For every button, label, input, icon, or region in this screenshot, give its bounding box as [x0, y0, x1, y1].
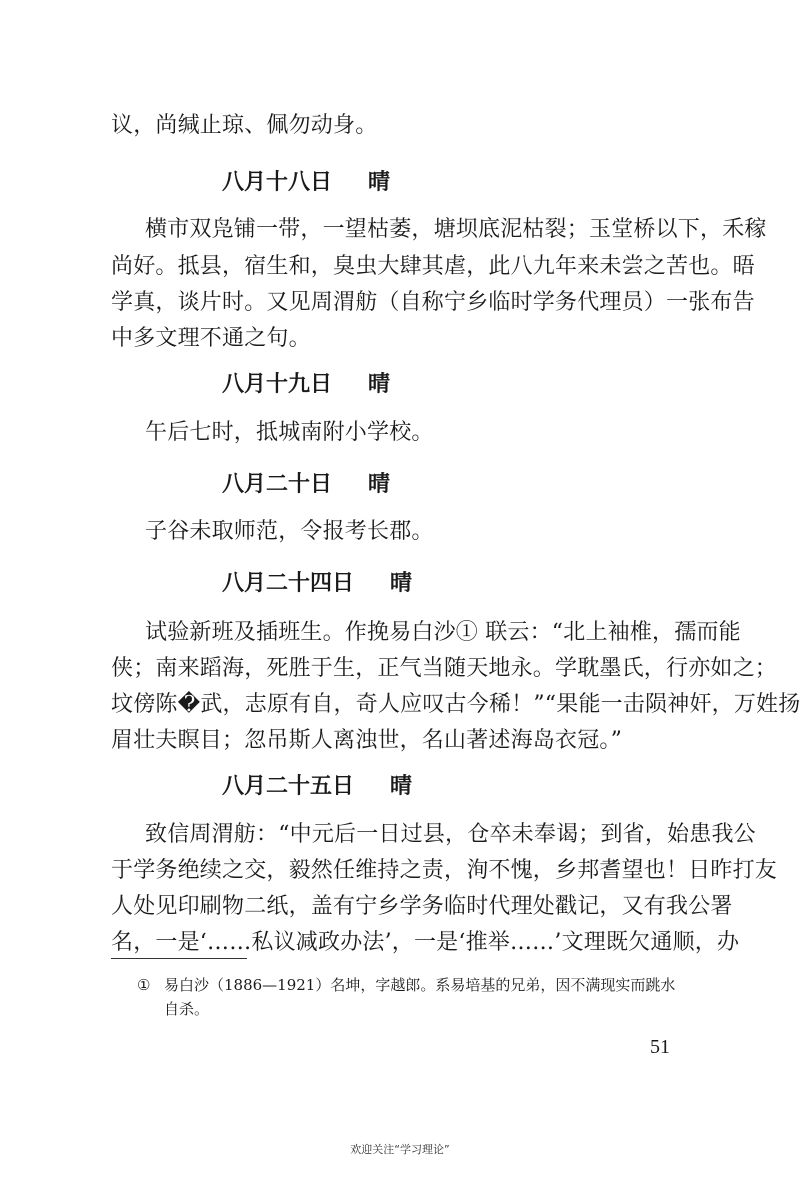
paragraph-line: 中多文理不通之句。 [111, 326, 311, 351]
paragraph-line: 尚好。抵县，宿生和，臭虫大肆其虐，此八九年来未尝之苦也。晤 [111, 254, 755, 279]
entry-date: 八月二十四日 [222, 571, 355, 596]
paragraph-line: 侠；南来蹈海，死胜于生，正气当随天地永。学耽墨氏，行亦如之； [111, 656, 778, 681]
footer-caption: 欢迎关注“学习理论” [350, 1143, 450, 1156]
paragraph-line: 眉壮夫瞑目；忽吊斯人离浊世，名山著述海岛衣冠。” [111, 728, 623, 753]
entry-heading [222, 772, 412, 802]
paragraph-line: 学真，谈片时。又见周渭舫（自称宁乡临时学务代理员）一张布告 [111, 290, 755, 315]
paragraph-line: 子谷未取师范，令报考长郡。 [145, 519, 434, 544]
entry-heading [222, 370, 390, 400]
footnote-marker: ① [137, 976, 151, 994]
paragraph-line: 坟傍陈�武，志原有自，奇人应叹古今稀！”“果能一击陨神奸，万姓扬 [111, 692, 800, 717]
entry-date: 八月十八日 [222, 170, 333, 195]
entry-weather: 晴 [390, 774, 413, 799]
page-number: 51 [650, 1036, 670, 1058]
paragraph-line: 横市双凫铺一带，一望枯萎，塘坝底泥枯裂；玉堂桥以下，禾稼 [145, 217, 767, 242]
entry-heading [222, 470, 390, 500]
entry-heading [222, 168, 390, 198]
entry-weather: 晴 [390, 571, 413, 596]
footnote-line: 自杀。 [164, 1000, 210, 1018]
footnote-line: 易白沙（1886—1921）名坤，字越郎。系易培基的兄弟，因不满现实而跳水 [164, 976, 676, 994]
intro-line: 议，尚缄止琼、佩勿动身。 [111, 113, 378, 138]
entry-heading [222, 569, 412, 599]
paragraph-line: 人处见印刷物二纸，盖有宁乡学务临时代理处戳记，又有我公署 [111, 894, 733, 919]
entry-weather: 晴 [368, 472, 391, 497]
paragraph-line: 名，一是‘……私议减政办法’，一是‘推举……’文理既欠通顺，办 [111, 930, 740, 955]
paragraph-line: 试验新班及插班生。作挽易白沙① 联云：“北上袖椎，孺而能 [145, 620, 741, 645]
entry-weather: 晴 [368, 372, 391, 397]
paragraph-line: 于学务绝续之交，毅然任维持之责，洵不愧，乡邦耆望也！日昨打友 [111, 858, 778, 883]
entry-date: 八月二十五日 [222, 774, 355, 799]
paragraph-line: 午后七时，抵城南附小学校。 [145, 420, 434, 445]
entry-date: 八月十九日 [222, 372, 333, 397]
entry-date: 八月二十日 [222, 472, 333, 497]
entry-weather: 晴 [368, 170, 391, 195]
footnote-divider [111, 958, 247, 959]
paragraph-line: 致信周渭舫：“中元后一日过县，仓卒未奉谒；到省，始患我公 [145, 822, 756, 847]
